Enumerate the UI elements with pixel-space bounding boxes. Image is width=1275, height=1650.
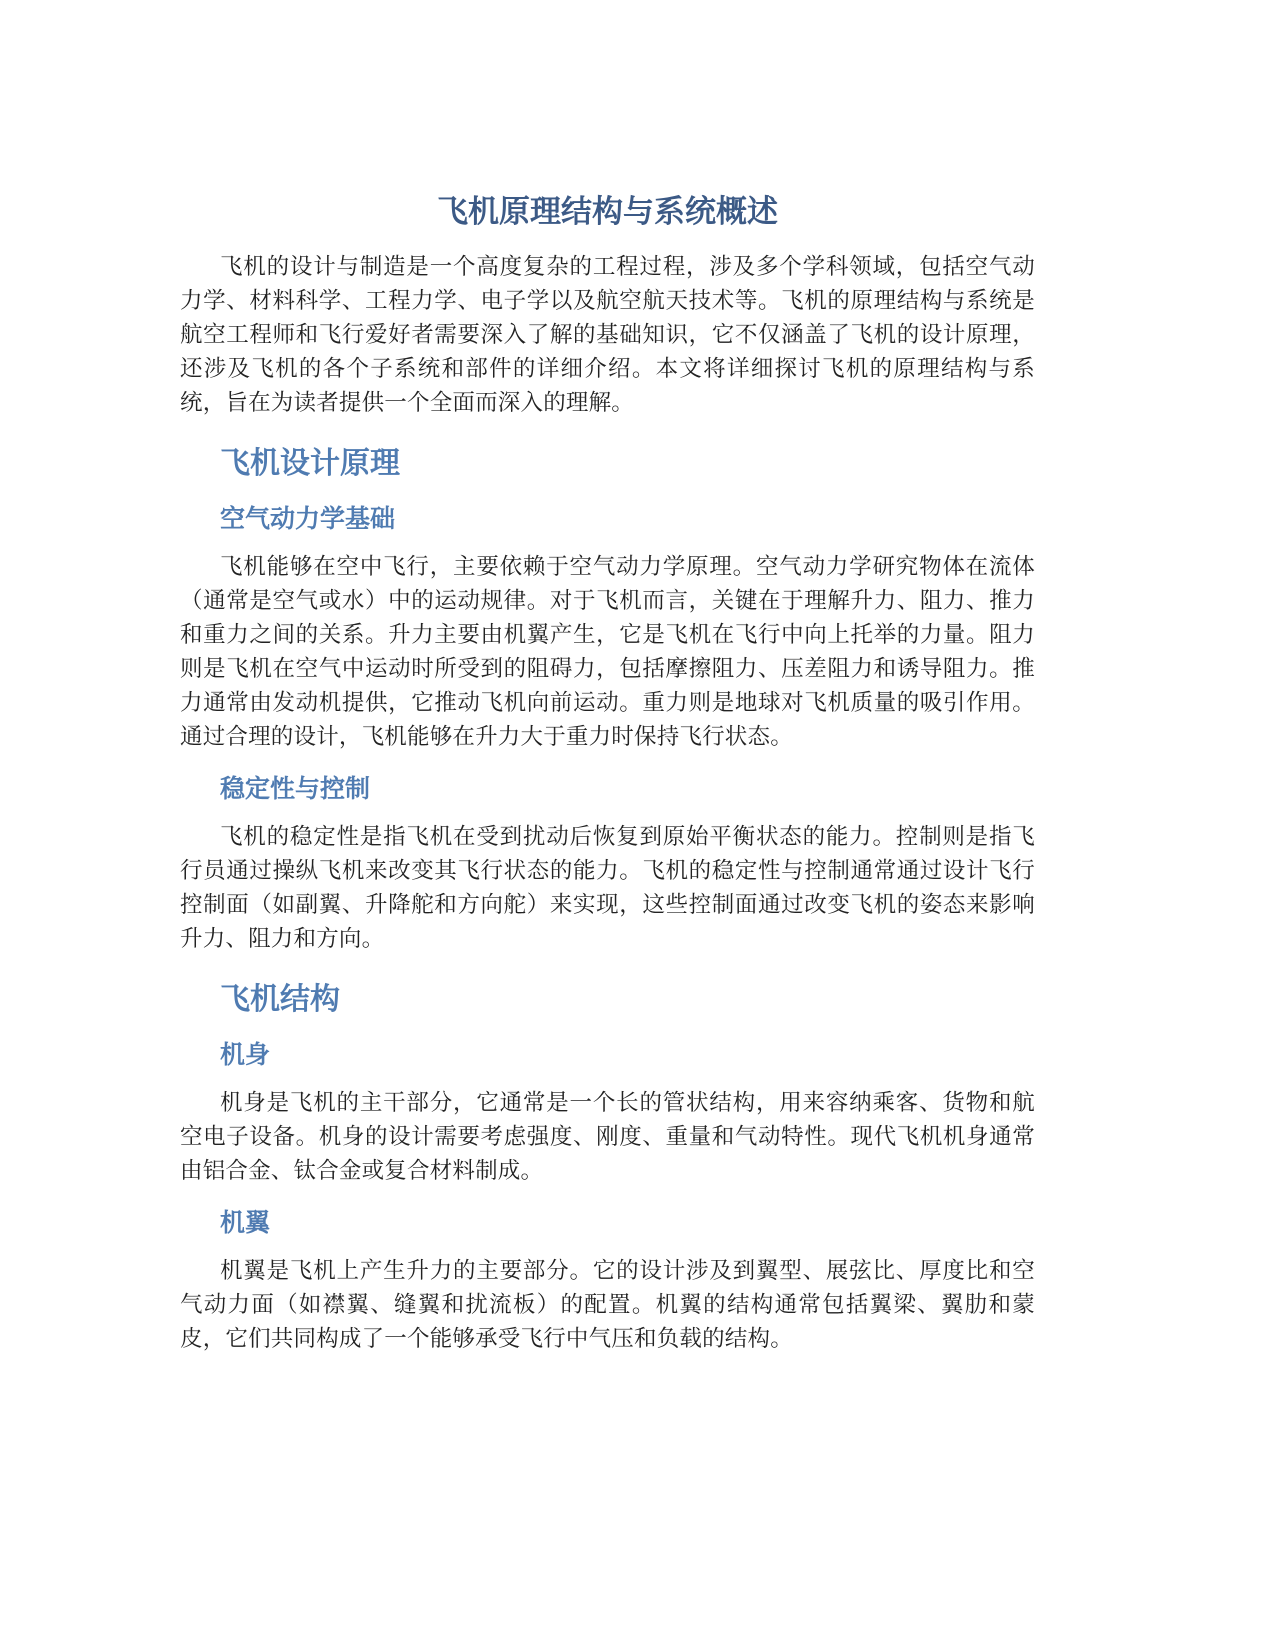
section-heading-design-principles: 飞机设计原理 — [220, 446, 400, 481]
subsection-heading-aerodynamics: 空气动力学基础 — [220, 504, 396, 533]
paragraph-stability: 飞机的稳定性是指飞机在受到扰动后恢复到原始平衡状态的能力。控制则是指飞行员通过操纵飞机来改变其飞行状态的能力。飞机的稳定性与控制通常通过设计飞行控制面（如副翼、升降舵和方向舵）来实现，这些控制面通过改变飞机的姿态来影响升力、阻力和方向。 — [180, 824, 1035, 952]
paragraph-fuselage: 机身是飞机的主干部分，它通常是一个长的管状结构，用来容纳乘客、货物和航空电子设备。机身的设计需要考虑强度、刚度、重量和气动特性。现代飞机机身通常由铝合金、钛合金或复合材料制成。 — [180, 1090, 1035, 1184]
subsection-heading-wing: 机翼 — [220, 1208, 271, 1237]
section-heading-structure: 飞机结构 — [220, 982, 340, 1017]
paragraph-wing: 机翼是飞机上产生升力的主要部分。它的设计涉及到翼型、展弦比、厚度比和空气动力面（如襟翼、缝翼和扰流板）的配置。机翼的结构通常包括翼梁、翼肋和蒙皮，它们共同构成了一个能够承受飞行中气压和负载的结构。 — [180, 1258, 1035, 1352]
paragraph-aerodynamics: 飞机能够在空中飞行，主要依赖于空气动力学原理。空气动力学研究物体在流体（通常是空气或水）中的运动规律。对于飞机而言，关键在于理解升力、阻力、推力和重力之间的关系。升力主要由机翼产生，它是飞机在飞行中向上托举的力量。阻力则是飞机在空气中运动时所受到的阻碍力，包括摩擦阻力、压差阻力和诱导阻力。推力通常由发动机提供，它推动飞机向前运动。重力则是地球对飞机质量的吸引作用。通过合理的设计，飞机能够在升力大于重力时保持飞行状态。 — [180, 554, 1035, 750]
subsection-heading-stability: 稳定性与控制 — [220, 774, 371, 803]
intro-paragraph: 飞机的设计与制造是一个高度复杂的工程过程，涉及多个学科领域，包括空气动力学、材料科学、工程力学、电子学以及航空航天技术等。飞机的原理结构与系统是航空工程师和飞行爱好者需要深入了解的基础知识，它不仅涵盖了飞机的设计原理，还涉及飞机的各个子系统和部件的详细介绍。本文将详细探讨飞机的原理结构与系统，旨在为读者提供一个全面而深入的理解。 — [180, 254, 1035, 416]
subsection-heading-fuselage: 机身 — [220, 1040, 271, 1069]
document-page — [180, 190, 1035, 1356]
document-title: 飞机原理结构与系统概述 — [437, 194, 778, 230]
